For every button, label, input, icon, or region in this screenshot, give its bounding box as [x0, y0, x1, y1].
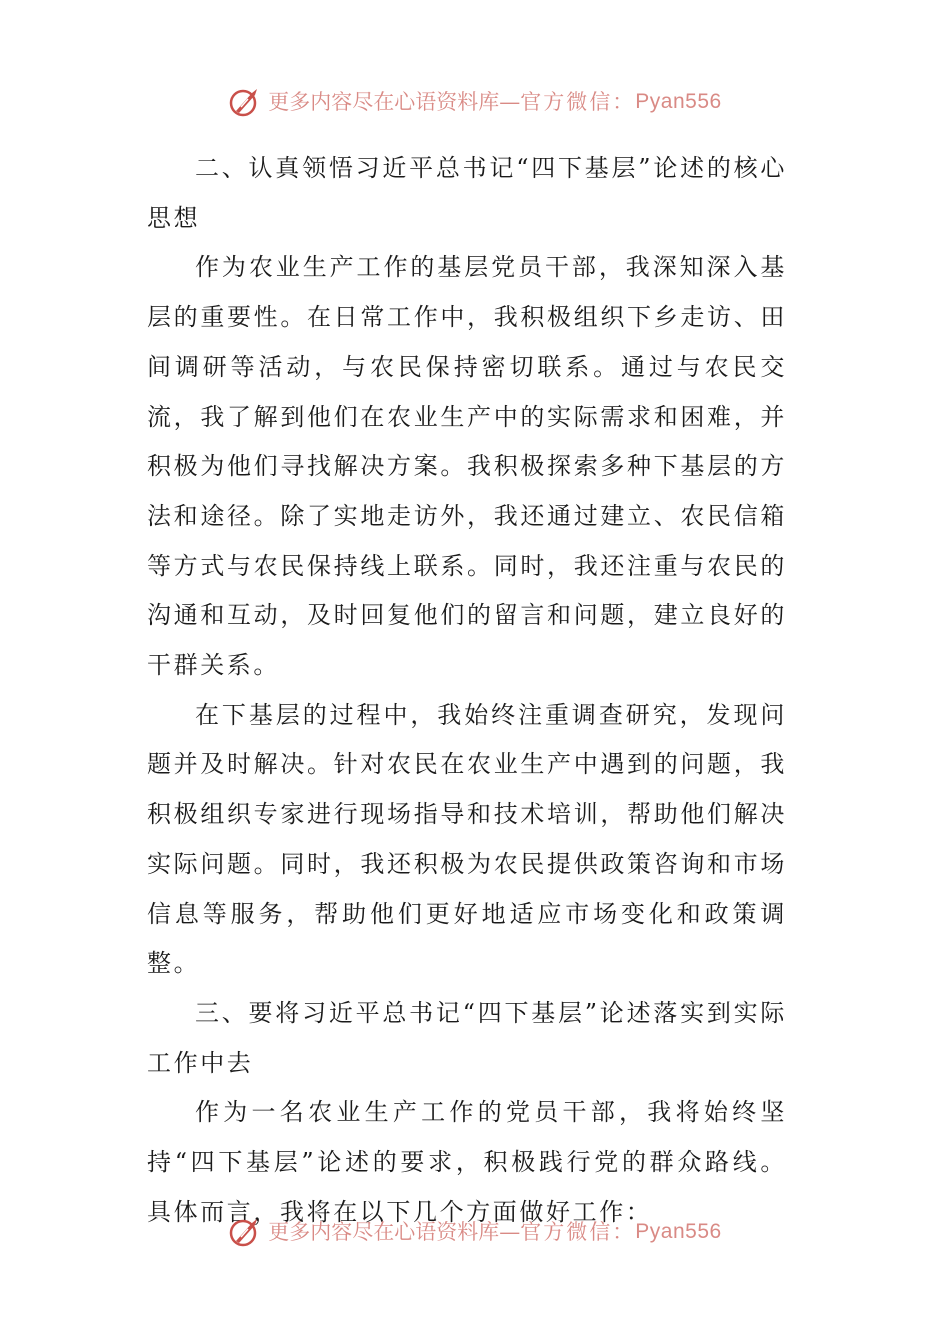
banner-brand-text: 更多内容尽在心语资料库 [268, 90, 500, 114]
body-paragraph: 作为一名农业生产工作的党员干部，我将始终坚持“四下基层”论述的要求，积极践行党的群众路线。具体而言，我将在以下几个方面做好工作： [147, 1098, 787, 1226]
banner-wechat-label: 官方微信： [520, 1220, 636, 1244]
pen-nib-circle-icon [228, 85, 262, 119]
banner-wechat-label: 官方微信： [520, 90, 636, 114]
footer-banner [0, 1215, 950, 1249]
banner-brand-text: 更多内容尽在心语资料库 [268, 1220, 500, 1244]
banner-separator: — [499, 90, 521, 114]
body-paragraph: 在下基层的过程中，我始终注重调查研究，发现问题并及时解决。针对农民在农业生产中遇到的问题，我积极组织专家进行现场指导和技术培训，帮助他们解决实际问题。同时，我还积极为农民提供政策咨询和市场信息等服务，帮助他们更好地适应市场变化和政策调整。 [147, 700, 787, 978]
body-paragraph: 作为农业生产工作的基层党员干部，我深知深入基层的重要性。在日常工作中，我积极组织下乡走访、田间调研等活动，与农民保持密切联系。通过与农民交流，我了解到他们在农业生产中的实际需求和困难，并积极为他们寻找解决方案。我积极探索多种下基层的方法和途径。除了实地走访外，我还通过建立、农民信箱等方式与农民保持线上联系。同时，我还注重与农民的沟通和互动，及时回复他们的留言和问题，建立良好的干群关系。 [147, 253, 787, 680]
banner-wechat-id: Pyan556 [635, 90, 722, 113]
banner-wechat-id: Pyan556 [635, 1220, 722, 1243]
document-body [147, 144, 787, 1237]
section-heading-three: 三、要将习近平总书记“四下基层”论述落实到实际工作中去 [147, 998, 787, 1077]
banner-separator: — [499, 1220, 521, 1244]
pen-nib-circle-icon [228, 1215, 262, 1249]
section-heading-two: 二、认真领悟习近平总书记“四下基层”论述的核心思想 [147, 154, 787, 232]
header-banner [0, 85, 950, 119]
